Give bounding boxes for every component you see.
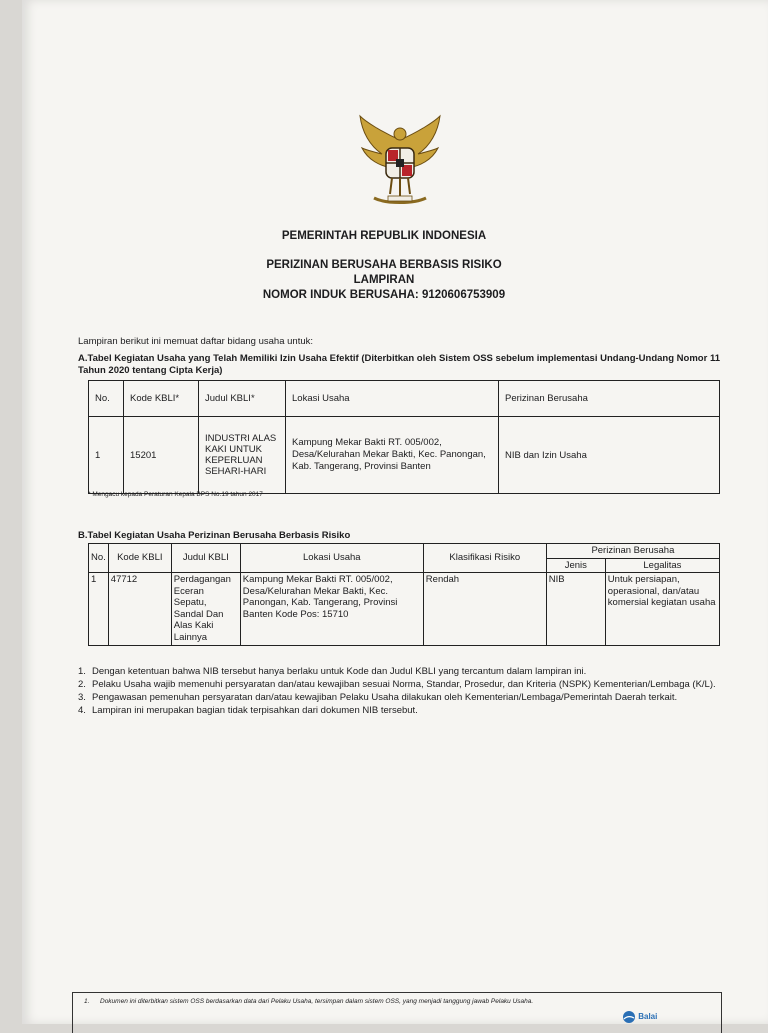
list-item: 1. Dokumen ini diterbitkan sistem OSS berdasarkan data dari Pelaku Usaha, tersimpan dalam sistem OSS, yang menjadi tanggung jawab Pelaku Usaha. <box>84 998 534 1005</box>
cell-kode: 47712 <box>108 573 171 646</box>
col-kode-header: Kode KBLI <box>108 544 171 573</box>
cell-lokasi: Kampung Mekar Bakti RT. 005/002, Desa/Kelurahan Mekar Bakti, Kec. Panongan, Kab. Tangerang, Provinsi Banten <box>286 417 499 494</box>
globe-icon <box>622 1010 636 1024</box>
cell-kode: 15201 <box>124 417 199 494</box>
cell-perizinan: NIB dan Izin Usaha <box>499 417 720 494</box>
col-klasifikasi-header: Klasifikasi Risiko <box>423 544 546 573</box>
col-perizinan-header: Perizinan Berusaha <box>499 381 720 417</box>
balai-logo: Balai <box>622 1010 657 1024</box>
intro-text: Lampiran berikut ini memuat daftar bidang usaha untuk: <box>78 336 313 347</box>
table-row <box>89 573 720 646</box>
table-b-header-row <box>89 544 720 559</box>
nib-number: NOMOR INDUK BERUSAHA: 9120606753909 <box>262 289 506 301</box>
col-no-header: No. <box>89 544 109 573</box>
col-judul-header: Judul KBLI* <box>199 381 286 417</box>
footer-disclaimer <box>84 998 604 1006</box>
cell-jenis: NIB <box>546 573 605 646</box>
government-heading: PEMERINTAH REPUBLIK INDONESIA <box>281 230 487 242</box>
document-title: PERIZINAN BERUSAHA BERBASIS RISIKO <box>266 259 502 271</box>
col-kode-header: Kode KBLI* <box>124 381 199 417</box>
list-item: 2. Pelaku Usaha wajib memenuhi persyaratan dan/atau kewajiban sesuai Norma, Standar, Prosedur, dan Kriteria (NSPK) Kementerian/Lembaga (K/L). <box>78 679 716 690</box>
cell-klasifikasi: Rendah <box>423 573 546 646</box>
garuda-emblem-icon <box>352 112 448 212</box>
col-no-header: No. <box>89 381 124 417</box>
section-a-title: A.Tabel Kegiatan Usaha yang Telah Memiliki Izin Usaha Efektif (Diterbitkan oleh Sistem OSS sebelum implementasi Undang-Undang Nomor 11 Tahun 2020 tentang Cipta Kerja) <box>78 353 720 376</box>
col-jenis-header: Jenis <box>546 558 605 573</box>
section-b-title: B.Tabel Kegiatan Usaha Perizinan Berusaha Berbasis Risiko <box>78 530 351 541</box>
table-b <box>88 543 720 646</box>
table-row <box>89 417 720 494</box>
cell-legalitas: Untuk persiapan, operasional, dan/atau komersial kegiatan usaha <box>605 573 719 646</box>
col-lokasi-header: Lokasi Usaha <box>240 544 423 573</box>
col-judul-header: Judul KBLI <box>171 544 240 573</box>
list-item: 3. Pengawasan pemenuhan persyaratan dan/atau kewajiban Pelaku Usaha dilakukan oleh Kementerian/Lembaga/Pemerintah Daerah terkait. <box>78 692 678 703</box>
cell-judul: Perdagangan Eceran Sepatu, Sandal Dan Alas Kaki Lainnya <box>171 573 240 646</box>
cell-no: 1 <box>89 417 124 494</box>
cell-no: 1 <box>89 573 109 646</box>
list-item: 4. Lampiran ini merupakan bagian tidak terpisahkan dari dokumen NIB tersebut. <box>78 705 418 716</box>
col-perizinan-header: Perizinan Berusaha <box>546 544 719 559</box>
list-item: 1. Dengan ketentuan bahwa NIB tersebut hanya berlaku untuk Kode dan Judul KBLI yang tercantum dalam lampiran ini. <box>78 666 587 677</box>
table-a <box>88 380 720 494</box>
col-lokasi-header: Lokasi Usaha <box>286 381 499 417</box>
document-subtitle: LAMPIRAN <box>353 274 415 286</box>
notes-list <box>78 666 720 718</box>
cell-judul: INDUSTRI ALAS KAKI UNTUK KEPERLUAN SEHARI-HARI <box>199 417 286 494</box>
kbli-footnote: * Mengacu kepada Peraturan Kepala BPS No.19 tahun 2017 <box>88 491 263 498</box>
cell-lokasi: Kampung Mekar Bakti RT. 005/002, Desa/Kelurahan Mekar Bakti, Kec. Panongan, Kab. Tangerang, Provinsi Banten Kode Pos: 15710 <box>240 573 423 646</box>
col-legalitas-header: Legalitas <box>605 558 719 573</box>
table-a-header-row <box>89 381 720 417</box>
